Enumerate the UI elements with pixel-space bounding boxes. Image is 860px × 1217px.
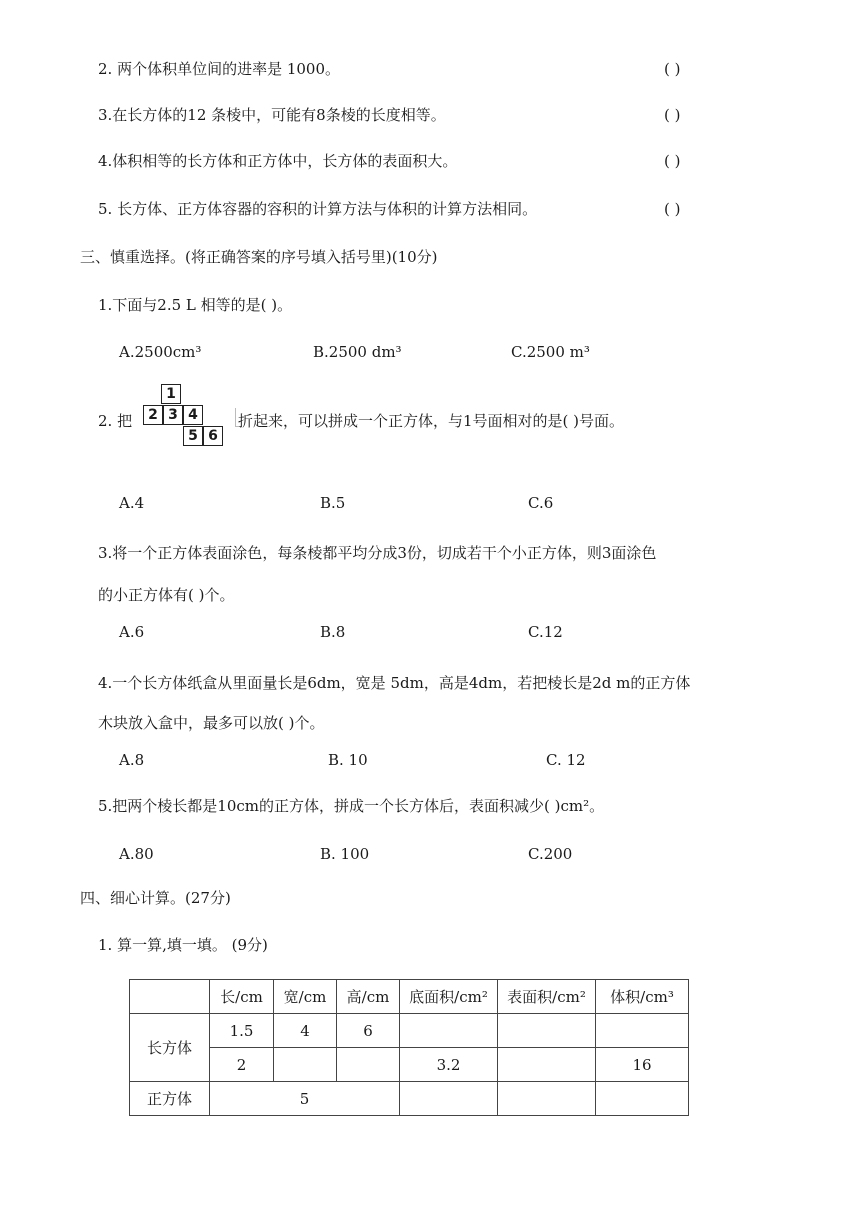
judge-item-5: 5. 长方体、正方体容器的容积的计算方法与体积的计算方法相同。 (98, 200, 538, 218)
choice-q4-option-c[interactable]: C. 12 (546, 751, 586, 769)
table-blank-cell[interactable] (596, 1082, 689, 1116)
judge-item-4: 4.体积相等的长方体和正方体中，长方体的表面积大。 (98, 152, 458, 170)
table-header-cell: 底面积/cm² (400, 980, 498, 1014)
judge-item-2: 2. 两个体积单位间的进率是 1000。 (98, 60, 341, 78)
calc-table (129, 979, 689, 1116)
table-header-cell: 宽/cm (274, 980, 337, 1014)
table-header-cell: 长/cm (210, 980, 274, 1014)
table-header-cell: 表面积/cm² (498, 980, 596, 1014)
table-cell: 16 (596, 1048, 689, 1082)
section-heading-choice: 三、慎重选择。(将正确答案的序号填入括号里)(10分) (80, 248, 438, 266)
table-cell: 2 (210, 1048, 274, 1082)
table-corner-cell (130, 980, 210, 1014)
choice-q4-line2: 木块放入盒中，最多可以放( )个。 (98, 714, 325, 732)
table-cell: 3.2 (400, 1048, 498, 1082)
choice-q2-option-b[interactable]: B.5 (320, 494, 346, 512)
table-cell: 4 (274, 1014, 337, 1048)
net-face-6: 6 (203, 426, 223, 446)
table-row (130, 1048, 689, 1082)
answer-paren[interactable]: ( ) (664, 60, 681, 78)
table-cell: 6 (337, 1014, 400, 1048)
choice-q2-option-c[interactable]: C.6 (528, 494, 554, 512)
net-face-5: 5 (183, 426, 203, 446)
cube-net-figure (143, 384, 243, 446)
choice-q4-option-a[interactable]: A.8 (119, 751, 145, 769)
choice-q1-stem: 1.下面与2.5 L 相等的是( )。 (98, 296, 293, 314)
choice-q1-option-b[interactable]: B.2500 dm³ (313, 343, 402, 361)
net-face-2: 2 (143, 405, 163, 425)
table-cell: 5 (210, 1082, 400, 1116)
table-header-cell: 高/cm (337, 980, 400, 1014)
table-blank-cell[interactable] (274, 1048, 337, 1082)
choice-q5-option-b[interactable]: B. 100 (320, 845, 370, 863)
choice-q3-line2: 的小正方体有( )个。 (98, 586, 235, 604)
net-face-3: 3 (163, 405, 183, 425)
choice-q1-option-c[interactable]: C.2500 m³ (511, 343, 590, 361)
table-blank-cell[interactable] (400, 1014, 498, 1048)
table-blank-cell[interactable] (498, 1082, 596, 1116)
choice-q5-option-a[interactable]: A.80 (119, 845, 154, 863)
net-face-1: 1 (161, 384, 181, 404)
calc-subheading: 1. 算一算,填一填。 (9分) (98, 936, 268, 954)
answer-paren[interactable]: ( ) (664, 152, 681, 170)
table-blank-cell[interactable] (400, 1082, 498, 1116)
row-label-cube: 正方体 (130, 1082, 210, 1116)
table-blank-cell[interactable] (498, 1014, 596, 1048)
table-row (130, 1014, 689, 1048)
choice-q2-stem: 折起来，可以拼成一个正方体，与1号面相对的是( )号面。 (238, 412, 625, 430)
choice-q3-line1: 3.将一个正方体表面涂色，每条棱都平均分成3份，切成若干个小正方体，则3面涂色 (98, 544, 657, 562)
choice-q2-option-a[interactable]: A.4 (119, 494, 145, 512)
choice-q3-option-b[interactable]: B.8 (320, 623, 346, 641)
table-blank-cell[interactable] (498, 1048, 596, 1082)
table-blank-cell[interactable] (337, 1048, 400, 1082)
judge-item-3: 3.在长方体的12 条棱中，可能有8条棱的长度相等。 (98, 106, 446, 124)
net-face-4: 4 (183, 405, 203, 425)
table-header-row (130, 980, 689, 1014)
table-blank-cell[interactable] (596, 1014, 689, 1048)
answer-paren[interactable]: ( ) (664, 106, 681, 124)
table-header-cell: 体积/cm³ (596, 980, 689, 1014)
row-label-cuboid: 长方体 (130, 1014, 210, 1082)
choice-q5-option-c[interactable]: C.200 (528, 845, 573, 863)
choice-q4-line1: 4.一个长方体纸盒从里面量长是6dm，宽是 5dm，高是4dm，若把棱长是2d m的正方体 (98, 674, 691, 692)
choice-q4-option-b[interactable]: B. 10 (328, 751, 368, 769)
section-heading-calc: 四、细心计算。(27分) (80, 889, 231, 907)
table-cell: 1.5 (210, 1014, 274, 1048)
answer-paren[interactable]: ( ) (664, 200, 681, 218)
choice-q1-option-a[interactable]: A.2500cm³ (119, 343, 202, 361)
choice-q3-option-a[interactable]: A.6 (119, 623, 145, 641)
choice-q5-stem: 5.把两个棱长都是10cm的正方体，拼成一个长方体后，表面积减少( )cm²。 (98, 797, 605, 815)
table-row (130, 1082, 689, 1116)
choice-q3-option-c[interactable]: C.12 (528, 623, 563, 641)
choice-q2-prefix: 2. 把 (98, 412, 133, 430)
